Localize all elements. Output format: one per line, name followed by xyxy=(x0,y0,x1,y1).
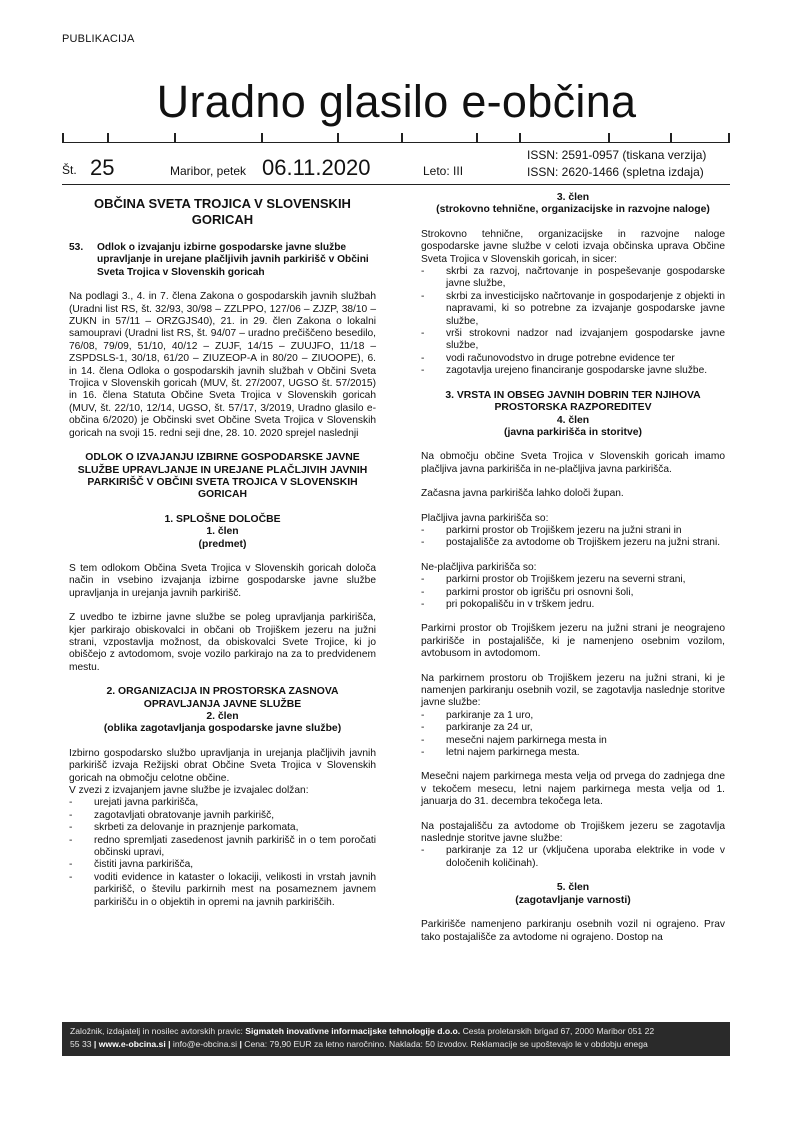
section-2-title: 2. ORGANIZACIJA IN PROSTORSKA ZASNOVA OPRAVLJANJA JAVNE SLUŽBE xyxy=(106,686,339,710)
preamble: Na podlagi 3., 4. in 7. člena Zakona o gospodarskih javnih službah (Uradni list RS, št. 32/93, 30/98 – ZZLPPO, 127/06 – ZJZP, 38/10 – ZUKN in 57/11 – ORZGJS40), 21. in 29. člen Zakona o lokalni samoupravi (Uradni list RS, št. 94/07 – uradno prečiščeno besedilo, 76/08, 79/09, 51/10, 40/12 – ZUJF, 14/15 – ZUUJFO, 11/18 – ZSPDSLS-1, 30/18, 61/20 – ZIUZEOP-A in 80/20 – ZIUOOPE), 6. in 14. člena Odloka o gospodarskih javnih službah v Občini Sveta Trojica v Slovenskih goricah (MUV, št. 27/2007, UGSO št. 57/2015) in 16. člena Statuta Občine Sveta Trojica v Slovenskih goricah (MUV, št. 22/10, 12/14, UGSO, št. 57/17, 3/2019, Uradno glasilo e-občina 6/2020) je Občinski svet Občine Sveta Trojica v Slovenskih goricah na svoji 15. redni seji dne, 28. 10. 2020 sprejel naslednji xyxy=(69,291,376,439)
article-5-heading xyxy=(421,882,725,907)
article-2-subtitle: (oblika zagotavljanja gospodarske javne službe) xyxy=(103,723,342,735)
list-item: - parkiranje za 1 uro, xyxy=(421,710,725,722)
issn-online: ISSN: 2620-1466 (spletna izdaja) xyxy=(527,165,704,179)
footer-publisher-label: Založnik, izdajatelj in nosilec avtorskih pravic: xyxy=(70,1026,243,1036)
article-2-number: 2. člen xyxy=(206,711,239,722)
list-item: - zagotavlja urejeno financiranje gospodarske javne službe. xyxy=(421,365,725,377)
list-item: - vrši strokovni nadzor nad izvajanjem gospodarske javne službe, xyxy=(421,328,725,353)
article-2-list xyxy=(69,797,376,909)
section-3-heading xyxy=(421,390,725,440)
article-4-paragraph-5: Parkirni prostor ob Trojiškem jezeru na južni strani je neograjeno parkirišče in postajališče, ki je namenjeno osebnim vozilom, avtobusom in avtodomom. xyxy=(421,623,725,660)
article-4-list-3 xyxy=(421,710,725,760)
list-item: - čistiti javna parkirišča, xyxy=(69,859,376,871)
article-3-number: 3. člen xyxy=(556,192,590,203)
list-item: - parkirni prostor ob Trojiškem jezeru na južni strani in xyxy=(421,525,725,537)
masthead-rule xyxy=(62,184,730,185)
footer-web-link[interactable]: www.e-obcina.si xyxy=(98,1039,166,1049)
list-item: - postajališče za avtodome ob Trojiškem jezeru na južni strani. xyxy=(421,537,725,549)
section-1-title: 1. SPLOŠNE DOLOČBE xyxy=(164,513,281,525)
section-1-heading xyxy=(69,514,376,551)
footer-pricing: Cena: 79,90 EUR za letno naročnino. Naklada: 50 izvodov. Reklamacije se upoštevajo le v obdobju enega xyxy=(244,1039,648,1049)
article-5-number: 5. člen xyxy=(556,882,590,894)
list-item: - parkirni prostor ob Trojiškem jezeru na severni strani, xyxy=(421,574,725,586)
issue-prefix: Št. xyxy=(62,163,77,177)
publication-label: PUBLIKACIJA xyxy=(62,33,135,45)
list-item: - zagotavljati obratovanje javnih parkirišč, xyxy=(69,810,376,822)
article-5-paragraph-1: Parkirišče namenjeno parkiranju osebnih vozil ni ograjeno. Prav tako postajališče za avtodome ni ograjeno. Dostop na xyxy=(421,919,725,943)
issue-year: Leto: III xyxy=(423,164,464,178)
article-1-paragraph-2: Z uvedbo te izbirne javne službe se poleg upravljanja parkirišča, kjer parkirajo obiskovalci in občani ob Trojiškem jezeru na južni strani, vzpostavlja možnost, da obiskovalci Svete Trojice, ki jo obiščejo z avtodomom, svoje vozilo parkirajo na za to predvidenem mestu. xyxy=(69,612,376,673)
article-4-paragraph-7: Mesečni najem parkirnega mesta velja od prvega do zadnjega dne v tekočem mesecu, letni najem parkirnega mesta velja od 1. januarja do 31. decembra tekočega leta. xyxy=(421,771,725,808)
list-item: - voditi evidence in kataster o lokaciji, velikosti in vrstah javnih parkirišč, o številu parkirnih mest na posameznem javnem parkirišču in o objektih in opremi na javnih parkiriščih. xyxy=(69,872,376,909)
list-item: - parkiranje za 12 ur (vključena uporaba elektrike in vode v določenih količinah). xyxy=(421,845,725,870)
issn-print: ISSN: 2591-0957 (tiskana verzija) xyxy=(527,148,707,162)
footer-phone: 55 33 xyxy=(70,1039,92,1049)
issue-number: 25 xyxy=(90,155,115,180)
list-item: - pri pokopališču in v trškem jedru. xyxy=(421,599,725,611)
list-item: - parkirni prostor ob igrišču pri osnovni šoli, xyxy=(421,587,725,599)
item-title-text: Odlok o izvajanju izbirne gospodarske javne službe upravljanje in urejane plačljivih javnih parkirišč v Občini Sveta Trojica v Slovenskih goricah xyxy=(97,242,369,278)
list-item: - mesečni najem parkirnega mesta in xyxy=(421,735,725,747)
article-3-list xyxy=(421,266,725,378)
journal-title: Uradno glasilo e-občina xyxy=(156,76,637,127)
footer-line-1 xyxy=(70,1025,722,1038)
list-item: - skrbi za investicijsko načrtovanje in gospodarjenje z objekti in napravami, ki so potrebne za izvajanje gospodarske javne službe, xyxy=(421,291,725,328)
list-item: - skrbeti za delovanje in praznjenje parkomata, xyxy=(69,822,376,834)
footer-line-2: 55 33 | www.e-obcina.si | info@e-obcina.si | Cena: 79,90 EUR za letno naročnino. Naklada: 50 izvodov. Reklamacije se upoštevajo le v obdobju enega xyxy=(70,1039,648,1049)
masthead-ruler xyxy=(62,133,730,143)
section-2-heading xyxy=(69,686,376,736)
article-3-subtitle: (strokovno tehnične, organizacijske in razvojne naloge) xyxy=(436,204,710,216)
article-4-list-4 xyxy=(421,845,725,870)
decree-title: ODLOK O IZVAJANJU IZBIRNE GOSPODARSKE JAVNE SLUŽBE UPRAVLJANJE IN UREJANE PLAČLJIVIH JAVNIH PARKIRIŠČ V OBČINI SVETA TROJICA V SLOVENSKIH GORICAH xyxy=(77,452,368,501)
section-3-title: 3. VRSTA IN OBSEG JAVNIH DOBRIN TER NJIHOVA PROSTORSKA RAZPOREDITEV xyxy=(445,389,701,414)
place-day: Maribor, petek xyxy=(170,164,247,178)
footer-address: Cesta proletarskih brigad 67, 2000 Maribor 051 22 xyxy=(462,1026,655,1036)
organization-heading: OBČINA SVETA TROJICA V SLOVENSKIH GORICAH xyxy=(94,196,351,227)
article-4-paragraph-8: Na postajališču za avtodome ob Trojiškem jezeru se zagotavlja naslednje storitve javne službe: xyxy=(421,820,725,845)
list-item: - parkiranje za 24 ur, xyxy=(421,722,725,734)
left-column xyxy=(69,196,376,921)
list-item: - vodi računovodstvo in druge potrebne evidence ter xyxy=(421,353,725,365)
article-4-paragraph-3: Plačljiva javna parkirišča so: xyxy=(421,512,549,524)
article-4-paragraph-2: Začasna javna parkirišča lahko določi župan. xyxy=(421,488,624,500)
article-1-subtitle: (predmet) xyxy=(198,538,247,550)
article-1-number: 1. člen xyxy=(206,526,239,538)
article-4-number: 4. člen xyxy=(556,414,590,426)
article-4-paragraph-1: Na območju občine Sveta Trojica v Slovenskih goricah imamo plačljiva javna parkirišča in ne-plačljiva javna parkirišča. xyxy=(421,451,725,475)
list-item: - redno spremljati zasedenost javnih parkirišč in o tem poročati občinski upravi, xyxy=(69,835,376,860)
article-2-paragraph-1: Izbirno gospodarsko službo upravljanja in urejanja plačljivih javnih parkirišč izvaja Režijski obrat Občine Sveta Trojica v Slovenskih goricah na območju celotne občine. xyxy=(69,747,376,784)
article-1-paragraph-1: S tem odlokom Občina Sveta Trojica v Slovenskih goricah določa način in vsebino izvajanja izbirne gospodarske javne službe upravljanja in urejanja javnih parkirišč. xyxy=(69,562,376,599)
article-3-heading xyxy=(421,192,725,217)
article-4-subtitle: (javna parkirišča in storitve) xyxy=(503,426,643,438)
list-item: - urejati javna parkirišča, xyxy=(69,797,376,809)
footer-email-link[interactable]: info@e-obcina.si xyxy=(172,1039,238,1049)
article-4-list-1 xyxy=(421,525,725,550)
item-title xyxy=(69,242,376,279)
publisher-footer xyxy=(62,1022,730,1056)
article-4-paragraph-4: Ne-plačljiva parkirišča so: xyxy=(421,561,537,573)
right-column xyxy=(421,192,725,956)
article-2-paragraph-2: V zvezi z izvajanjem javne službe je izvajalec dolžan: xyxy=(69,785,309,797)
issue-date: 06.11.2020 xyxy=(262,155,371,180)
article-4-paragraph-6: Na parkirnem prostoru ob Trojiškem jezeru na južni strani, ki je namenjen parkiranju osebnih vozil, se zagotavlja naslednje storitve javne službe: xyxy=(421,672,725,709)
list-item: - letni najem parkirnega mesta. xyxy=(421,747,725,759)
article-5-subtitle: (zagotavljanje varnosti) xyxy=(515,894,631,906)
article-3-paragraph-1: Strokovno tehnične, organizacijske in razvojne naloge gospodarske javne službe v celoti izvaja občinska uprava Občine Sveta Trojica v Slovenskih goricah, in sicer: xyxy=(421,228,725,265)
article-4-list-2 xyxy=(421,574,725,611)
item-number: 53. xyxy=(69,242,84,253)
list-item: - skrbi za razvoj, načrtovanje in pospeševanje gospodarske javne službe, xyxy=(421,266,725,291)
footer-company: Sigmateh inovativne informacijske tehnologije d.o.o. xyxy=(245,1026,461,1036)
